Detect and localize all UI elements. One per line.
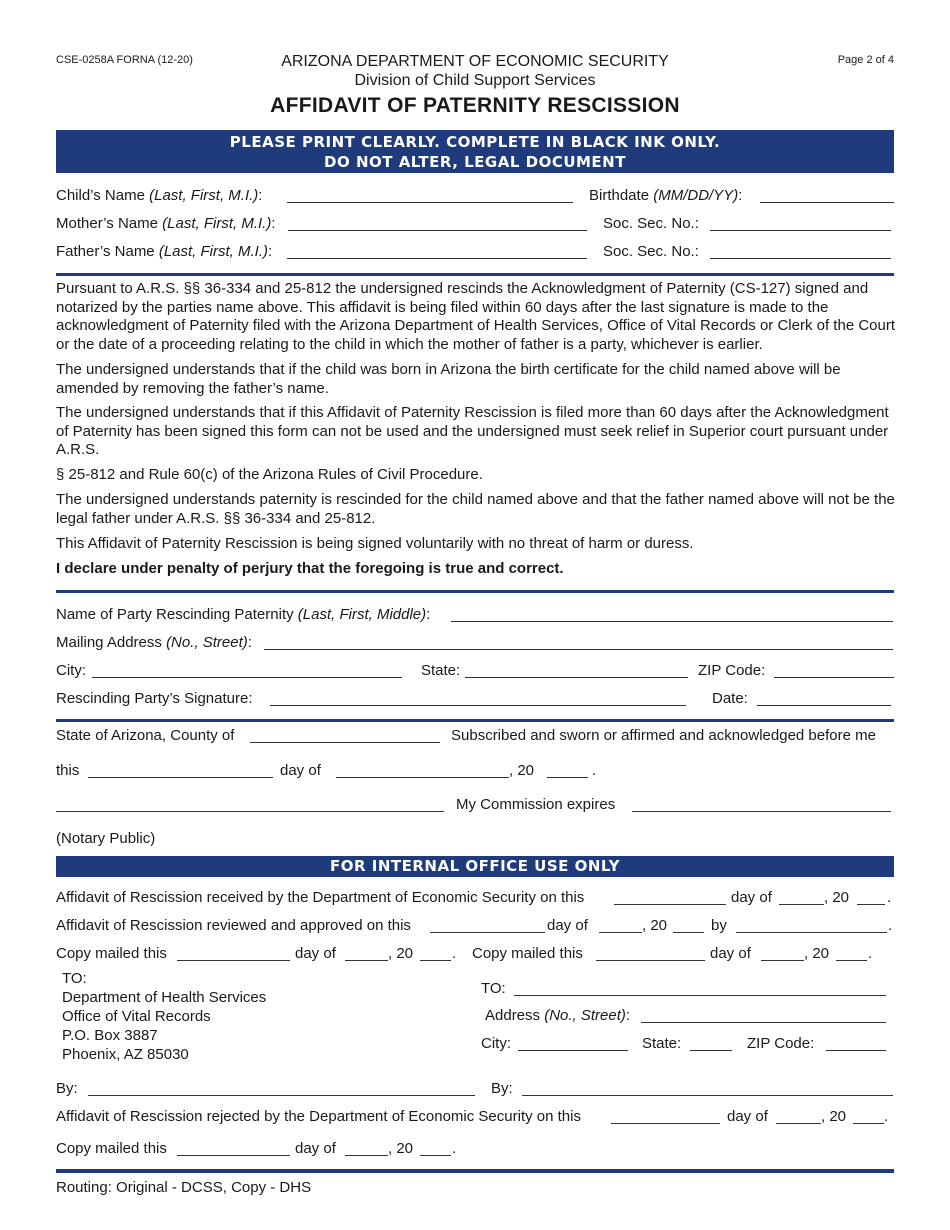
dhs-to-label: TO: (62, 970, 87, 987)
other-city-label: City: (481, 1035, 511, 1052)
copy-rejected-month-field[interactable] (345, 1155, 388, 1156)
copy-dhs-month-field[interactable] (345, 960, 388, 961)
birthdate-field[interactable] (760, 202, 894, 203)
notary-year-label: , 20 (509, 762, 535, 779)
other-address-field[interactable] (641, 1022, 886, 1023)
copy-rejected-day-of-label: day of (295, 1140, 336, 1157)
other-to-field[interactable] (514, 995, 886, 996)
father-ssn-field[interactable] (710, 258, 891, 259)
copy-other-day-of-label: day of (710, 945, 751, 962)
reviewed-by-field[interactable] (736, 932, 887, 933)
other-address-label: Address (No., Street): (485, 1007, 631, 1024)
reviewed-day-of-label: day of (547, 917, 588, 934)
mother-ssn-field[interactable] (710, 230, 891, 231)
copy-other-year-label: , 20 (804, 945, 830, 962)
notary-year-field[interactable] (547, 777, 588, 778)
commission-field[interactable] (632, 811, 891, 812)
mother-name-field[interactable] (288, 230, 587, 231)
rejected-period: . (884, 1108, 889, 1125)
reviewed-period: . (888, 917, 893, 934)
form-code: CSE-0258A FORNA (12-20) (56, 54, 193, 66)
copy-dhs-period: . (452, 945, 457, 962)
county-label: State of Arizona, County of (56, 727, 235, 744)
notary-public-label: (Notary Public) (56, 830, 156, 847)
mailing-address-field[interactable] (264, 649, 893, 650)
by-label-left: By: (56, 1080, 78, 1097)
county-field[interactable] (250, 742, 440, 743)
child-name-label: Child’s Name (Last, First, M.I.): (56, 187, 263, 204)
date-label: Date: (712, 690, 748, 707)
copy-rejected-year-field[interactable] (420, 1155, 451, 1156)
dhs-address-block (62, 969, 266, 1064)
banner-line-1: PLEASE PRINT CLEARLY. COMPLETE IN BLACK INK ONLY. (229, 133, 721, 151)
reviewed-day-field[interactable] (430, 932, 545, 933)
rejected-year-label: , 20 (821, 1108, 847, 1125)
section-divider (56, 1169, 894, 1173)
city-label: City: (56, 662, 86, 679)
page-number: Page 2 of 4 (837, 54, 894, 66)
received-period: . (887, 889, 892, 906)
copy-dhs-year-label: , 20 (388, 945, 414, 962)
copy-mailed-label-other: Copy mailed this (472, 945, 583, 962)
rejected-month-field[interactable] (776, 1123, 821, 1124)
other-city-field[interactable] (518, 1050, 628, 1051)
notary-day-of-label: day of (280, 762, 321, 779)
dhs-line-4: Phoenix, AZ 85030 (62, 1046, 189, 1063)
copy-other-day-field[interactable] (596, 960, 705, 961)
father-name-field[interactable] (287, 258, 587, 259)
section-divider (56, 719, 894, 722)
paragraph-statute: Pursuant to A.R.S. §§ 36-334 and 25-812 the undersigned rescinds the Acknowledgment of Paternity (CS-127) signed and notarized by the parties name above. This affidavit is being filed within 60 days after the last signature is made to the acknowledgment of Paternity filed with the Arizona Department of Health Services, Office of Vital Records or Clerk of the Court or the date of a proceeding relating to the child in which the mother of father is a party, whichever is earlier. (56, 280, 896, 353)
copy-other-period: . (868, 945, 873, 962)
other-state-field[interactable] (690, 1050, 732, 1051)
rejected-year-field[interactable] (853, 1123, 884, 1124)
mailing-address-label: Mailing Address (No., Street): (56, 634, 252, 651)
paragraph-rule: § 25-812 and Rule 60(c) of the Arizona Rules of Civil Procedure. (56, 466, 483, 483)
copy-rejected-period: . (452, 1140, 457, 1157)
dhs-line-3: P.O. Box 3887 (62, 1027, 158, 1044)
other-state-label: State: (642, 1035, 682, 1052)
paragraph-legal-father: The undersigned understands paternity is rescinded for the child named above and that the father named above will not be the legal father under A.R.S. §§ 36-334 and 25-812. (56, 491, 895, 527)
copy-rejected-year-label: , 20 (388, 1140, 414, 1157)
father-ssn-label: Soc. Sec. No.: (603, 243, 699, 260)
notary-this-label: this (56, 762, 80, 779)
section-divider (56, 273, 894, 276)
city-field[interactable] (92, 677, 402, 678)
by-field-left[interactable] (88, 1095, 475, 1096)
rescinding-name-field[interactable] (451, 621, 893, 622)
reviewed-month-field[interactable] (599, 932, 642, 933)
reviewed-year-label: , 20 (642, 917, 668, 934)
received-day-of-label: day of (731, 889, 772, 906)
notary-signature-field[interactable] (56, 811, 444, 812)
copy-dhs-day-of-label: day of (295, 945, 336, 962)
signature-label: Rescinding Party’s Signature: (56, 690, 253, 707)
father-name-label: Father’s Name (Last, First, M.I.): (56, 243, 273, 260)
reviewed-year-field[interactable] (673, 932, 704, 933)
notary-day-field[interactable] (88, 777, 273, 778)
reviewed-text: Affidavit of Rescission reviewed and approved on this (56, 917, 411, 934)
received-day-field[interactable] (614, 904, 726, 905)
by-field-right[interactable] (522, 1095, 893, 1096)
zip-label: ZIP Code: (698, 662, 766, 679)
received-year-field[interactable] (857, 904, 885, 905)
state-label: State: (421, 662, 461, 679)
date-field[interactable] (757, 705, 891, 706)
section-divider (56, 590, 894, 593)
copy-mailed-label-rejected: Copy mailed this (56, 1140, 167, 1157)
notary-month-field[interactable] (336, 777, 509, 778)
paragraph-birth-certificate: The undersigned understands that if the child was born in Arizona the birth certificate for the child named above will be amended by removing the father’s name. (56, 361, 841, 397)
sworn-text: Subscribed and sworn or affirmed and acknowledged before me (451, 727, 876, 744)
rejected-text: Affidavit of Rescission rejected by the Department of Economic Security on this (56, 1108, 581, 1125)
page-title: AFFIDAVIT OF PATERNITY RESCISSION (270, 94, 680, 117)
office-use-banner: FOR INTERNAL OFFICE USE ONLY (56, 856, 894, 877)
rejected-day-field[interactable] (611, 1123, 720, 1124)
rescinding-name-label: Name of Party Rescinding Paternity (Last, First, Middle): (56, 606, 431, 623)
other-to-label: TO: (481, 980, 506, 997)
mother-name-label: Mother’s Name (Last, First, M.I.): (56, 215, 276, 232)
paragraph-time-limit: The undersigned understands that if this Affidavit of Paternity Rescission is filed more than 60 days after the Acknowledgment of Paternity has been signed this form can not be used and the undersigned must seek relief in Superior court pursuant under A.R.S. (56, 404, 889, 458)
routing-note: Routing: Original - DCSS, Copy - DHS (56, 1179, 312, 1196)
perjury-declaration: I declare under penalty of perjury that the foregoing is true and correct. (56, 560, 564, 577)
copy-mailed-label-dhs: Copy mailed this (56, 945, 167, 962)
paragraph-voluntary: This Affidavit of Paternity Rescission is being signed voluntarily with no threat of harm or duress. (56, 535, 694, 552)
agency-name: ARIZONA DEPARTMENT OF ECONOMIC SECURITY (281, 53, 669, 70)
other-zip-field[interactable] (826, 1050, 886, 1051)
received-month-field[interactable] (779, 904, 824, 905)
commission-label: My Commission expires (456, 796, 616, 813)
signature-field[interactable] (270, 705, 686, 706)
by-label-right: By: (491, 1080, 513, 1097)
dhs-line-1: Department of Health Services (62, 989, 267, 1006)
received-text: Affidavit of Rescission received by the Department of Economic Security on this (56, 889, 585, 906)
reviewed-by-label: by (711, 917, 727, 934)
notary-period: . (592, 762, 597, 779)
mother-ssn-label: Soc. Sec. No.: (603, 215, 699, 232)
copy-rejected-day-field[interactable] (177, 1155, 290, 1156)
copy-other-month-field[interactable] (761, 960, 804, 961)
birthdate-label: Birthdate (MM/DD/YY): (589, 187, 743, 204)
received-year-label: , 20 (824, 889, 850, 906)
dhs-line-2: Office of Vital Records (62, 1008, 211, 1025)
zip-field[interactable] (774, 677, 894, 678)
child-name-field[interactable] (287, 202, 573, 203)
other-zip-label: ZIP Code: (747, 1035, 815, 1052)
instructions-banner (56, 130, 894, 173)
state-field[interactable] (465, 677, 688, 678)
rejected-day-of-label: day of (727, 1108, 768, 1125)
copy-other-year-field[interactable] (836, 960, 867, 961)
copy-dhs-day-field[interactable] (177, 960, 290, 961)
copy-dhs-year-field[interactable] (420, 960, 451, 961)
banner-line-2: DO NOT ALTER, LEGAL DOCUMENT (324, 153, 626, 171)
division-name: Division of Child Support Services (354, 72, 596, 89)
